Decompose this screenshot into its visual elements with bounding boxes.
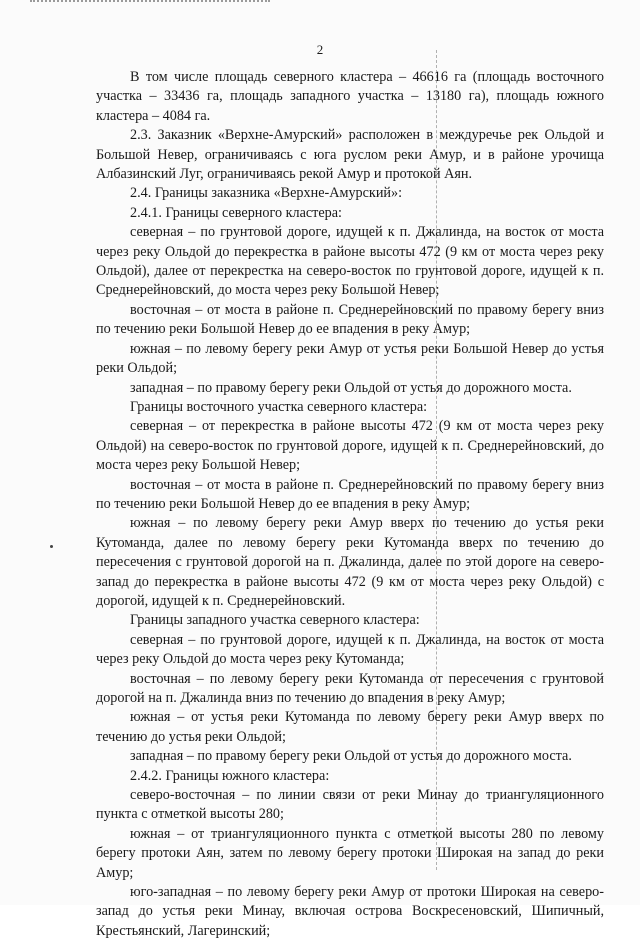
paragraph-east-section-south: южная – по левому берегу реки Амур вверх по течению до устья реки Кутоманда, далее по левому берегу реки Кутоманда вверх по течению до пересечения с грунтовой дорогой на п. Джалинда, далее по этой дороге на северо-запад до перекрестка в районе высоты 472 (9 км от моста через реку Ольдой) с дорогой, идущей к п. Среднерейновский. bbox=[96, 515, 604, 609]
paragraph-area-summary: В том числе площадь северного кластера – 46616 га (площадь восточного участка – 33436 га, площадь западного участка – 13180 га), площадь южного кластера – 4084 га. bbox=[96, 69, 604, 124]
paragraph-west-section-north: северная – по грунтовой дороге, идущей к п. Джалинда, на восток от моста через реку Ольдой до моста через реку Кутоманда; bbox=[96, 631, 604, 668]
document-body bbox=[96, 68, 604, 941]
paragraph-2-4-1-heading: 2.4.1. Границы северного кластера: bbox=[130, 204, 342, 221]
paragraph-north-cluster-east: восточная – от моста в районе п. Среднерейновский по правому берегу вниз по течению реки Большой Невер до ее впадения в реку Амур; bbox=[96, 301, 604, 338]
paragraph-south-cluster-southwest: юго-западная – по левому берегу реки Амур от протоки Широкая на северо-запад до устья реки Минау, включая острова Воскресеновский, Шипичный, Крестьянский, Лагеринский; bbox=[96, 884, 604, 939]
page-number: 2 bbox=[316, 42, 324, 57]
scan-speck bbox=[50, 545, 53, 548]
paragraph-east-section-heading: Границы восточного участка северного кластера: bbox=[130, 398, 428, 415]
paragraph-south-cluster-south: южная – от триангуляционного пункта с отметкой высоты 280 по левому берегу протоки Аян, затем по левому берегу протоки Широкая на запад до реки Амур; bbox=[96, 825, 604, 881]
paragraph-west-section-heading: Границы западного участка северного кластера: bbox=[130, 612, 420, 629]
paragraph-east-section-east: восточная – от моста в районе п. Среднерейновский по правому берегу вниз по течению реки Большой Невер до ее впадения в реку Амур; bbox=[96, 476, 604, 512]
paragraph-east-section-north: северная – от перекрестка в районе высоты 472 (9 км от моста через реку Ольдой) на северо-восток по грунтовой дороге, идущей к п. Среднерейновский, до моста через реку Большой Невер; bbox=[96, 418, 604, 474]
paragraph-2-4-2-heading: 2.4.2. Границы южного кластера: bbox=[130, 767, 330, 784]
paragraph-north-cluster-south: южная – по левому берегу реки Амур от устья реки Большой Невер до устья реки Ольдой; bbox=[96, 340, 604, 377]
paragraph-2-4-heading: 2.4. Границы заказника «Верхне-Амурский»: bbox=[130, 185, 403, 202]
paragraph-south-cluster-northeast: северо-восточная – по линии связи от реки Минау до триангуляционного пункта с отметкой высоты 280; bbox=[96, 787, 604, 823]
paragraph-west-section-south: южная – от устья реки Кутоманда по левому берегу реки Амур вверх по течению до устья реки Ольдой; bbox=[96, 709, 604, 745]
paragraph-north-cluster-west: западная – по правому берегу реки Ольдой от устья до дорожного моста. bbox=[130, 379, 572, 396]
paragraph-west-section-east: восточная – по левому берегу реки Кутоманда от пересечения с грунтовой дорогой на п. Джалинда вниз по течению до впадения в реку Амур; bbox=[96, 670, 604, 706]
scan-top-mark bbox=[30, 0, 270, 5]
paragraph-west-section-west: западная – по правому берегу реки Ольдой от устья до дорожного моста. bbox=[130, 748, 572, 765]
paragraph-north-cluster-north: северная – по грунтовой дороге, идущей к п. Джалинда, на восток от моста через реку Ольдой до перекрестка в районе высоты 472 (9 км от моста через реку Ольдой), далее от перекрестка на северо-восток по грунтовой дороге, идущей к п. Среднерейновский, до моста через реку Большой Невер; bbox=[96, 224, 604, 299]
paragraph-2-3-location: 2.3. Заказник «Верхне-Амурский» расположен в междуречье рек Ольдой и Большой Невер, ограничиваясь с юга руслом реки Амур, и в районе урочища Албазинский Луг, ограничиваясь рекой Амур и протокой Аян. bbox=[96, 127, 604, 183]
